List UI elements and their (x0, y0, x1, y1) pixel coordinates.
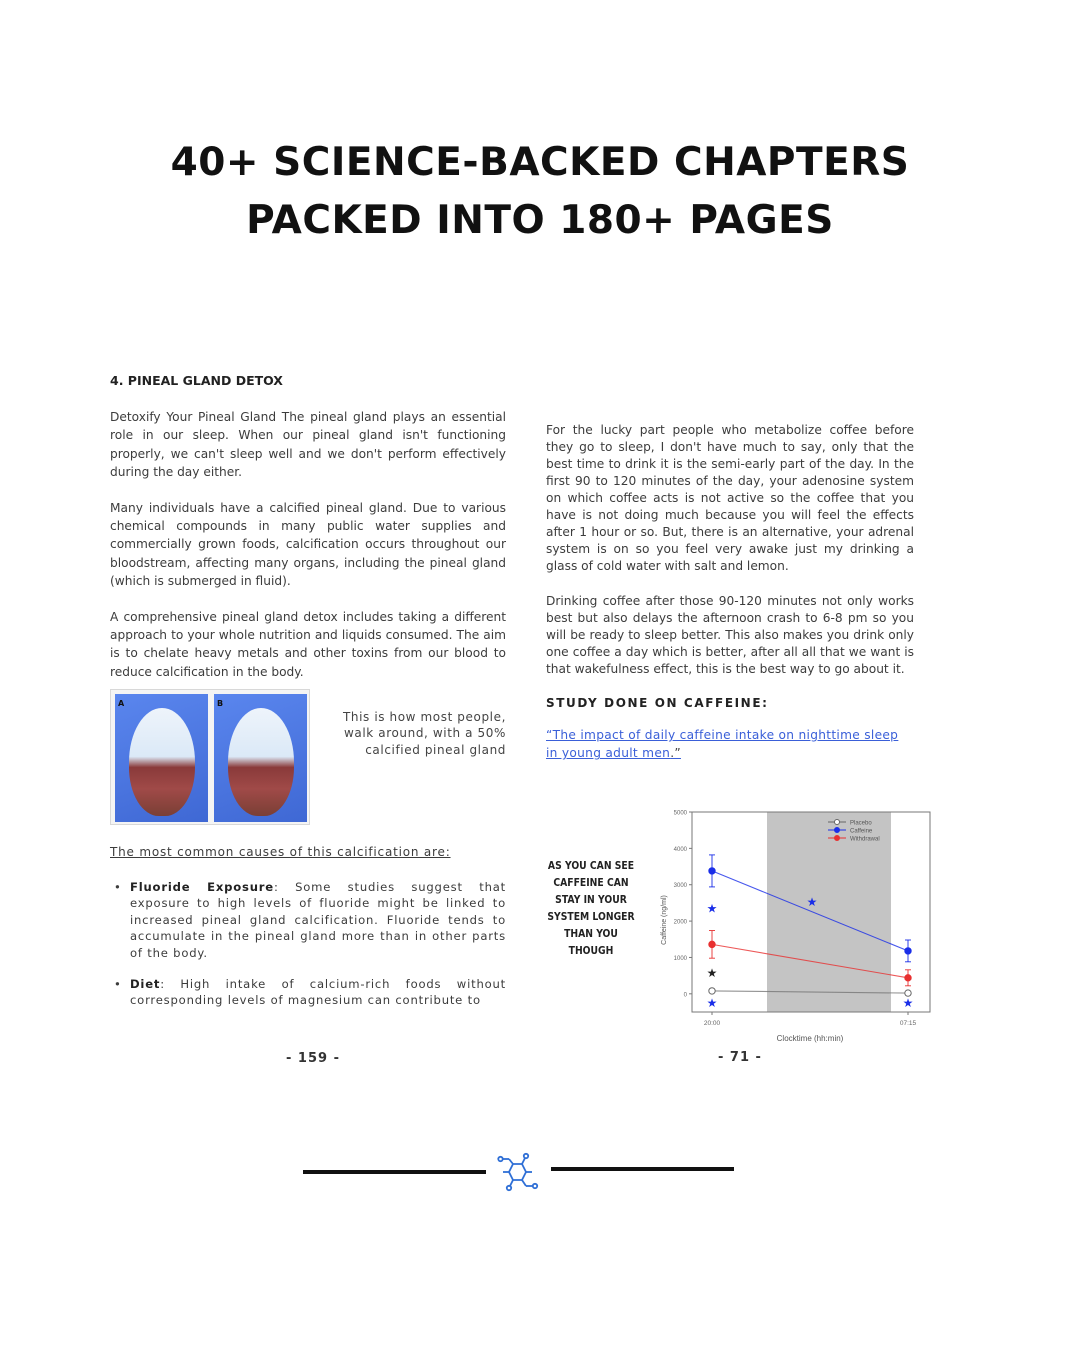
cause-term: Fluoride Exposure (130, 880, 274, 895)
significance-star: ★ (806, 894, 818, 909)
significance-star: ★ (706, 901, 718, 916)
left-book-page (110, 372, 506, 1024)
paragraph: A comprehensive pineal gland detox includes taking a different approach to your whole nutrition and liquids consumed. The aim is to chelate heavy metals and other toxins from our blood to reduce calcification in the body. (110, 610, 506, 679)
study-link-end: .” (670, 746, 681, 761)
x-tick-label: 20:00 (703, 1020, 721, 1027)
page-number-left: - 159 - (286, 1051, 340, 1066)
y-axis-label: Caffeine (ng/ml) (661, 895, 668, 945)
figure-caption: This is how most people, walk around, with a 50% calcified pineal gland (342, 709, 506, 757)
pineal-figure (110, 689, 506, 829)
y-tick-label: 5000 (673, 810, 687, 817)
pineal-photo-frame (110, 689, 310, 825)
data-point-withdrawal (905, 975, 911, 981)
divider-left (303, 1170, 486, 1174)
y-tick-label: 3000 (673, 883, 687, 890)
significance-star: ★ (902, 995, 914, 1010)
gland-image (129, 708, 195, 816)
study-link-paragraph (546, 726, 914, 762)
x-tick-label: 07:15 (899, 1020, 917, 1027)
panel-label-b: B (217, 698, 224, 708)
caffeine-chart (648, 800, 940, 1050)
pineal-photo-b (214, 694, 307, 822)
cause-text: : Some studies suggest that exposure to high levels of fluoride might be linked to increased pineal gland calcification. Fluoride tends to accumulate in the pineal gland more than in other parts of the body. (130, 880, 507, 960)
panel-label-a: A (118, 698, 125, 708)
list-item (110, 976, 506, 1009)
molecule-icon (496, 1152, 542, 1194)
legend-label: Withdrawal (850, 836, 880, 843)
chart-note: AS YOU CAN SEE CAFFEINE CAN STAY IN YOUR SYSTEM LONGER THAN YOU THOUGH (547, 860, 635, 957)
headline-line-1: 40+ SCIENCE-BACKED CHAPTERS (170, 140, 910, 185)
data-point-placebo (709, 988, 715, 994)
gland-image (228, 708, 294, 816)
legend-label: Placebo (850, 820, 872, 827)
cause-text: : High intake of calcium-rich foods without corresponding levels of magnesium can contribute to (130, 977, 506, 1008)
section-title: 4. PINEAL GLAND DETOX (110, 373, 283, 388)
legend-marker (835, 828, 840, 833)
x-axis-label: Clocktime (hh:min) (776, 1034, 844, 1043)
study-title: STUDY DONE ON CAFFEINE: (546, 696, 769, 710)
y-tick-label: 0 (683, 992, 687, 999)
headline-line-2: PACKED INTO 180+ PAGES (246, 198, 834, 243)
bullet-icon: • (114, 977, 122, 992)
causes-list (110, 879, 506, 1009)
page-number-right: - 71 - (718, 1050, 762, 1065)
data-point-caffeine (709, 868, 715, 874)
right-book-page (546, 422, 914, 763)
legend-label: Caffeine (850, 828, 873, 835)
y-tick-label: 4000 (673, 846, 687, 853)
significance-star: ★ (706, 995, 718, 1010)
paragraph: Drinking coffee after those 90-120 minutes not only works best but also delays the afternoon crash to 6-8 pm so you will be ready to sleep better. This also makes you drink only one coffee a day which is better, after all all that we want is that wakefulness effect, this is the best way to go about it. (546, 594, 914, 676)
causes-heading: The most common causes of this calcification are: (110, 844, 451, 859)
cause-term: Diet (130, 977, 161, 992)
paragraph: Many individuals have a calcified pineal gland. Due to various chemical compounds in many public water supplies and commercially grown foods, calcification occurs throughout our bloodstream, affecting many organs, including the pineal gland (which is submerged in fluid). (110, 501, 506, 588)
data-point-withdrawal (709, 941, 715, 947)
list-item (110, 879, 506, 961)
study-link[interactable]: “The impact of daily caffeine intake on nighttime sleep in young adult men (546, 728, 899, 761)
legend-marker (835, 820, 840, 825)
y-tick-label: 2000 (673, 919, 687, 926)
bullet-icon: • (114, 880, 122, 895)
legend-marker (835, 836, 840, 841)
paragraph: Detoxify Your Pineal Gland The pineal gland plays an essential role in our sleep. When our pineal gland isn't functioning properly, we can't sleep well and we don't perform effectively during the day either. (110, 410, 506, 479)
y-tick-label: 1000 (673, 955, 687, 962)
data-point-caffeine (905, 948, 911, 954)
pineal-photo-a (115, 694, 208, 822)
significance-star: ★ (706, 966, 718, 981)
paragraph: For the lucky part people who metabolize coffee before they go to sleep, I don't have much to say, only that the best time to drink it is the semi-early part of the day. In the first 90 to 120 minutes of the day, your adenosine system on which coffee acts is not active so the coffee that you have is not doing much because you will feel the effects after 1 hour or so. But, there is an alternative, your adrenal system is on so you feel very awake just my drinking a glass of cold water with salt and lemon. (546, 423, 914, 573)
divider-right (551, 1167, 734, 1171)
